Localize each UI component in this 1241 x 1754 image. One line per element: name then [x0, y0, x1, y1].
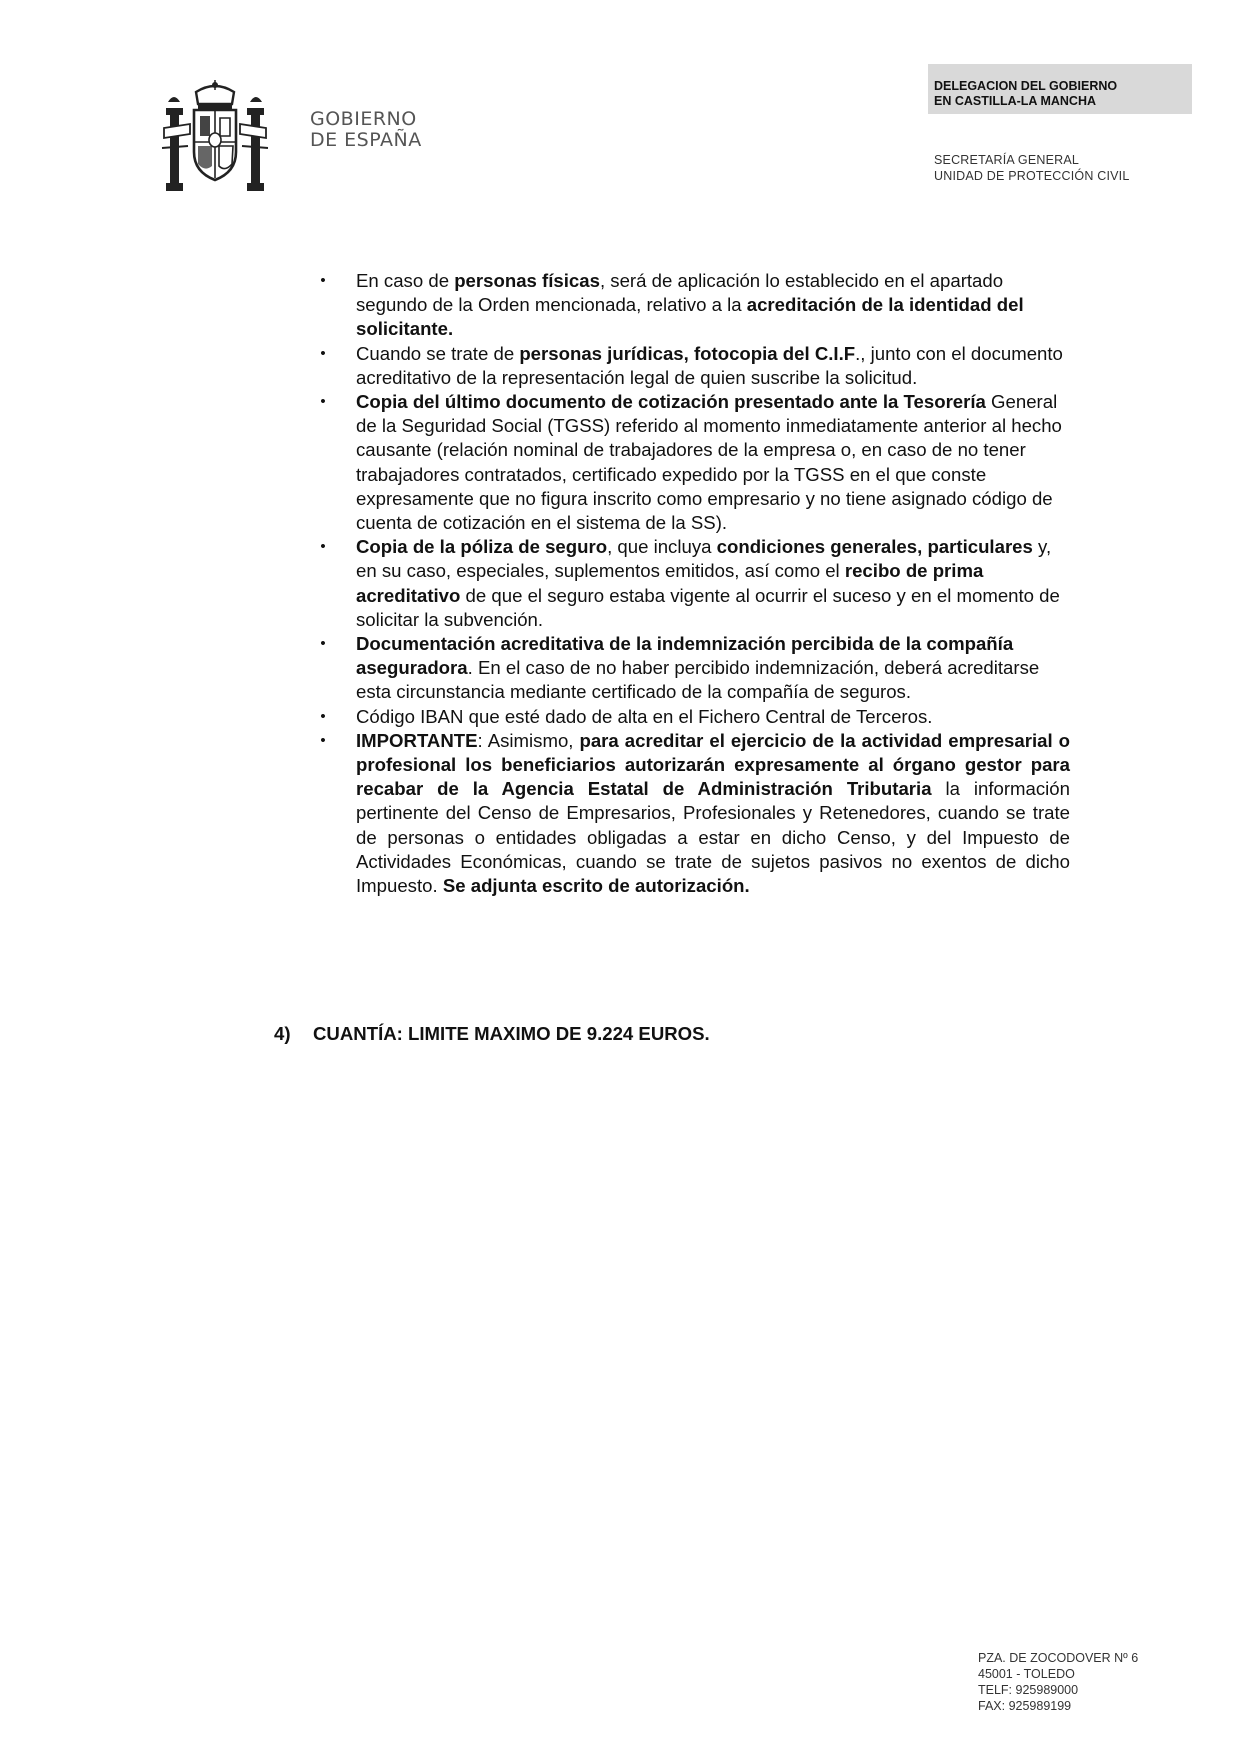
gobierno-de-espana-wordmark [310, 109, 422, 151]
bullet-icon: • [320, 731, 326, 749]
section-heading [274, 1023, 710, 1045]
bold-text: Copia de la póliza de seguro [356, 536, 608, 558]
footer-address-line: PZA. DE ZOCODOVER Nº 6 [978, 1651, 1139, 1665]
bold-text: personas jurídicas, fotocopia del C.I.F [519, 342, 856, 364]
secretaria-line2: UNIDAD DE PROTECCIÓN CIVIL [934, 169, 1130, 183]
body-text: , que incluya [607, 536, 717, 558]
body-text: y, en su caso, especiales, suplementos emitidos, así como el [356, 536, 1052, 582]
section-number: 4) [274, 1023, 291, 1044]
bullet-icon: • [320, 344, 326, 362]
gov-name-line2: DE ESPAÑA [310, 129, 422, 151]
bullet-icon: • [320, 538, 326, 556]
department-heading [934, 152, 1130, 184]
bullet-icon: • [320, 393, 326, 411]
bold-text: condiciones generales, particulares [716, 536, 1033, 558]
bullet-icon: • [320, 707, 326, 725]
bold-text: para acreditar el ejercicio de la actividad empresarial o profesional los beneficiarios autorizarán expresamente al órgano gestor para recabar de la Agencia Estatal de Administración Tributaria [356, 729, 1071, 800]
list-item [316, 390, 1070, 535]
list-item [316, 705, 1070, 729]
body-text: Cuando se trate de [356, 342, 520, 364]
body-text: ., junto con el documento acreditativo de la representación legal de quien suscribe la solicitud. [356, 342, 1063, 388]
gov-name-line1: GOBIERNO [310, 108, 417, 130]
list-item [316, 535, 1070, 632]
body-text: Código IBAN que esté dado de alta en el Fichero Central de Terceros. [356, 705, 933, 727]
bold-text: Documentación acreditativa de la indemnización percibida de la compañía aseguradora [356, 633, 1014, 679]
bullet-icon: • [320, 272, 326, 289]
section-title: CUANTÍA: LIMITE MAXIMO DE 9.224 EUROS. [313, 1023, 710, 1044]
list-item [316, 269, 1070, 342]
bold-text: personas físicas [454, 270, 600, 291]
bold-text: IMPORTANTE [356, 729, 478, 751]
body-text: . En el caso de no haber percibido indemnización, deberá acreditarse esta circunstancia mediante certificado de la compañía de seguros. [356, 657, 1040, 703]
body-text: de que el seguro estaba vigente al ocurrir el suceso y en el momento de solicitar la subvención. [356, 584, 1060, 630]
delegacion-header-box [928, 64, 1192, 114]
secretaria-line1: SECRETARÍA GENERAL [934, 153, 1080, 167]
footer-city-line: 45001 - TOLEDO [978, 1667, 1075, 1681]
list-item [316, 632, 1070, 705]
bold-text: Copia del último documento de cotización presentado ante la Tesorería [356, 391, 986, 413]
delegacion-line2: EN CASTILLA-LA MANCHA [934, 94, 1097, 108]
body-text: : Asimismo, [477, 729, 580, 751]
list-item [316, 729, 1070, 898]
coat-of-arms-logo [160, 80, 270, 198]
delegacion-line1: DELEGACION DEL GOBIERNO [934, 79, 1118, 93]
list-item [316, 342, 1070, 390]
requirements-list [316, 269, 1070, 898]
bold-text: recibo de prima acreditativo [356, 560, 984, 606]
body-text: General de la Seguridad Social (TGSS) referido al momento inmediatamente anterior al hecho causante (relación nominal de trabajadores de la empresa o, en caso de no tener trabajadores contratados, certificado expedido por la TGSS en el que conste expresamente que no figura inscrito como empresario y no tiene asignado código de cuenta de cotización en el sistema de la SS). [356, 391, 1062, 534]
body-text: , será de aplicación lo establecido en el apartado segundo de la Orden mencionada, relativo a la [356, 270, 1004, 316]
bold-text: acreditación de la identidad del solicitante. [356, 294, 1024, 340]
footer-fax-line: FAX: 925989199 [978, 1699, 1072, 1713]
bullet-icon: • [320, 635, 326, 653]
footer-phone-line: TELF: 925989000 [978, 1683, 1079, 1697]
body-text: En caso de [356, 270, 455, 291]
body-text: la información pertinente del Censo de Empresarios, Profesionales y Retenedores, cuando se trate de personas o entidades obligadas a estar en dicho Censo, y del Impuesto de Actividades Económicas, cuando se trate de sujetos pasivos no exentos de dicho Impuesto. [356, 778, 1070, 897]
footer-address [978, 1650, 1138, 1714]
bold-text: Se adjunta escrito de autorización. [442, 875, 750, 897]
